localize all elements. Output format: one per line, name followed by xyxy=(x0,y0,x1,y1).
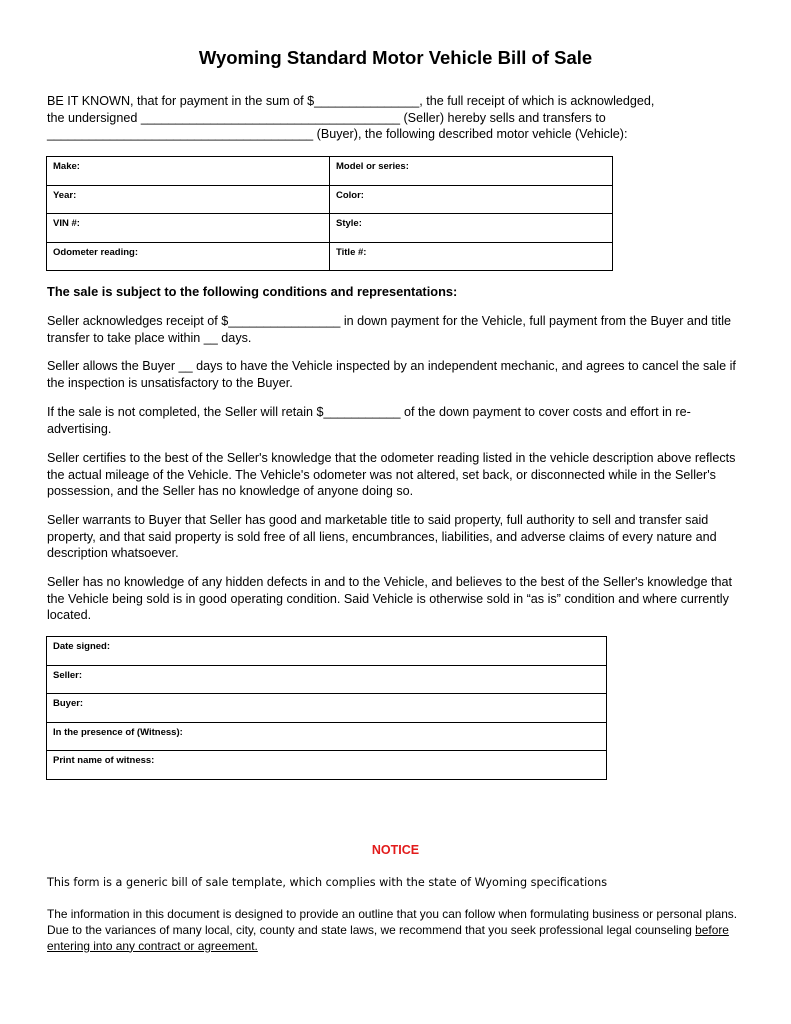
vin-field[interactable]: VIN #: xyxy=(47,214,330,243)
odometer-paragraph: Seller certifies to the best of the Seller's knowledge that the odometer reading listed in the vehicle description above reflects the actual mileage of the Vehicle. The Vehicle's odometer was not altered, set back, or disconnected while in the Seller's possession, and the Seller has no knowledge of anyone doing so. xyxy=(47,451,736,498)
intro-line-3: ______________________________________ (Buyer), the following described motor vehicle (Vehicle): xyxy=(47,127,628,141)
conditions-heading: The sale is subject to the following conditions and representations: xyxy=(47,284,458,299)
intro-line-1: BE IT KNOWN, that for payment in the sum of $_______________, the full receipt of which is acknowledged, xyxy=(47,94,655,108)
date-signed-field[interactable]: Date signed: xyxy=(47,637,607,666)
retention-paragraph: If the sale is not completed, the Seller will retain $___________ of the down payment to cover costs and effort in re-advertising. xyxy=(47,405,691,436)
table-row xyxy=(47,242,613,271)
table-row xyxy=(47,694,607,723)
title-warranty-paragraph: Seller warrants to Buyer that Seller has good and marketable title to said property, full authority to sell and transfer said property, and that said property is sold free of all liens, encumbrances, liabilities, and adverse claims of every nature and description whatsoever. xyxy=(47,513,717,560)
disclaimer-underlined-text: before entering into any contract or agreement. xyxy=(47,922,729,953)
year-field[interactable]: Year: xyxy=(47,185,330,214)
down-payment-paragraph: Seller acknowledges receipt of $________________ in down payment for the Vehicle, full payment from the Buyer and title transfer to take place within __ days. xyxy=(47,314,731,345)
table-row xyxy=(47,214,613,243)
model-field[interactable]: Model or series: xyxy=(330,157,613,186)
generic-template-note: This form is a generic bill of sale template, which complies with the state of Wyoming specifications xyxy=(47,876,608,889)
witness-name-field[interactable]: Print name of witness: xyxy=(47,751,607,780)
disclaimer-text: The information in this document is designed to provide an outline that you can follow when formulating business or personal plans. Due to the variances of many local, city, county and state laws, we recommend that you seek professional legal counseling xyxy=(47,907,738,937)
color-field[interactable]: Color: xyxy=(330,185,613,214)
seller-signature-field[interactable]: Seller: xyxy=(47,665,607,694)
table-row xyxy=(47,751,607,780)
table-row xyxy=(47,665,607,694)
document-title: Wyoming Standard Motor Vehicle Bill of Sale xyxy=(198,47,593,68)
vehicle-details-table xyxy=(46,156,613,271)
buyer-signature-field[interactable]: Buyer: xyxy=(47,694,607,723)
table-row xyxy=(47,185,613,214)
title-number-field[interactable]: Title #: xyxy=(330,242,613,271)
style-field[interactable]: Style: xyxy=(330,214,613,243)
disclaimer-paragraph xyxy=(47,907,747,954)
table-row xyxy=(47,637,607,666)
defects-paragraph: Seller has no knowledge of any hidden defects in and to the Vehicle, and believes to the best of the Seller's knowledge that the Vehicle being sold is in good operating condition. Said Vehicle is otherwise sold in “as is” condition and where currently located. xyxy=(47,575,733,622)
notice-heading: NOTICE xyxy=(371,843,420,857)
witness-signature-field[interactable]: In the presence of (Witness): xyxy=(47,722,607,751)
table-row xyxy=(47,157,613,186)
make-field[interactable]: Make: xyxy=(47,157,330,186)
intro-line-2: the undersigned _____________________________________ (Seller) hereby sells and transfers to xyxy=(47,110,606,125)
inspection-paragraph: Seller allows the Buyer __ days to have the Vehicle inspected by an independent mechanic, and agrees to cancel the sale if the inspection is unsatisfactory to the Buyer. xyxy=(47,359,736,390)
intro-paragraph xyxy=(47,93,747,143)
odometer-field[interactable]: Odometer reading: xyxy=(47,242,330,271)
table-row xyxy=(47,722,607,751)
signature-table xyxy=(46,636,607,780)
